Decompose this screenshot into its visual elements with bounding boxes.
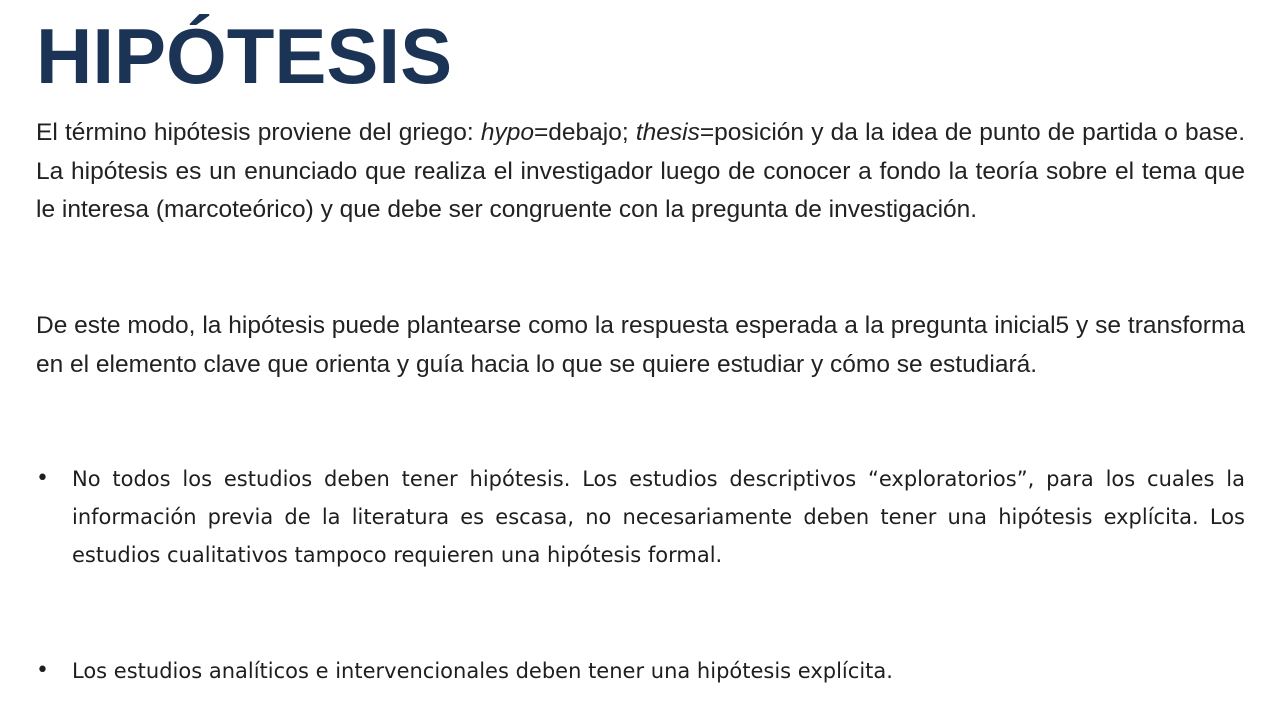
term-thesis: thesis — [635, 119, 700, 146]
slide-title: HIPÓTESIS — [36, 12, 453, 100]
bullet-text: No todos los estudios deben tener hipótesis. Los estudios descriptivos “exploratorios”, para los cuales la información previa de la literatura es escasa, no necesariamente deben tener una hipótesis explícita. Los estudios cualitativos tampoco requieren una hipótesis formal. — [72, 467, 1245, 567]
paragraph-definition-text-1: El término hipótesis proviene del griego: — [36, 119, 481, 146]
paragraph-definition — [36, 114, 1245, 230]
bullet-item — [36, 652, 1245, 690]
bullet-item — [36, 460, 1245, 574]
bullet-dot-icon: • — [36, 466, 49, 491]
bullet-text: Los estudios analíticos e intervencionales deben tener una hipótesis explícita. — [72, 659, 893, 683]
bullet-dot-icon: • — [36, 658, 49, 683]
paragraph-definition-text-2: =debajo; — [533, 119, 636, 146]
paragraph-purpose: De este modo, la hipótesis puede plantearse como la respuesta esperada a la pregunta inicial5 y se transforma en el elemento clave que orienta y guía hacia lo que se quiere estudiar y cómo se estudiará. — [36, 312, 1245, 378]
term-hypo: hypo — [480, 119, 534, 146]
paragraph-definition-text-3: =posición y da la idea de punto de partida o base. La hipótesis es un enunciado que realiza el investigador luego de conocer a fondo la teoría sobre el tema que le interesa (marcoteórico) y que debe ser congruente con la pregunta de investigación. — [36, 119, 1245, 223]
